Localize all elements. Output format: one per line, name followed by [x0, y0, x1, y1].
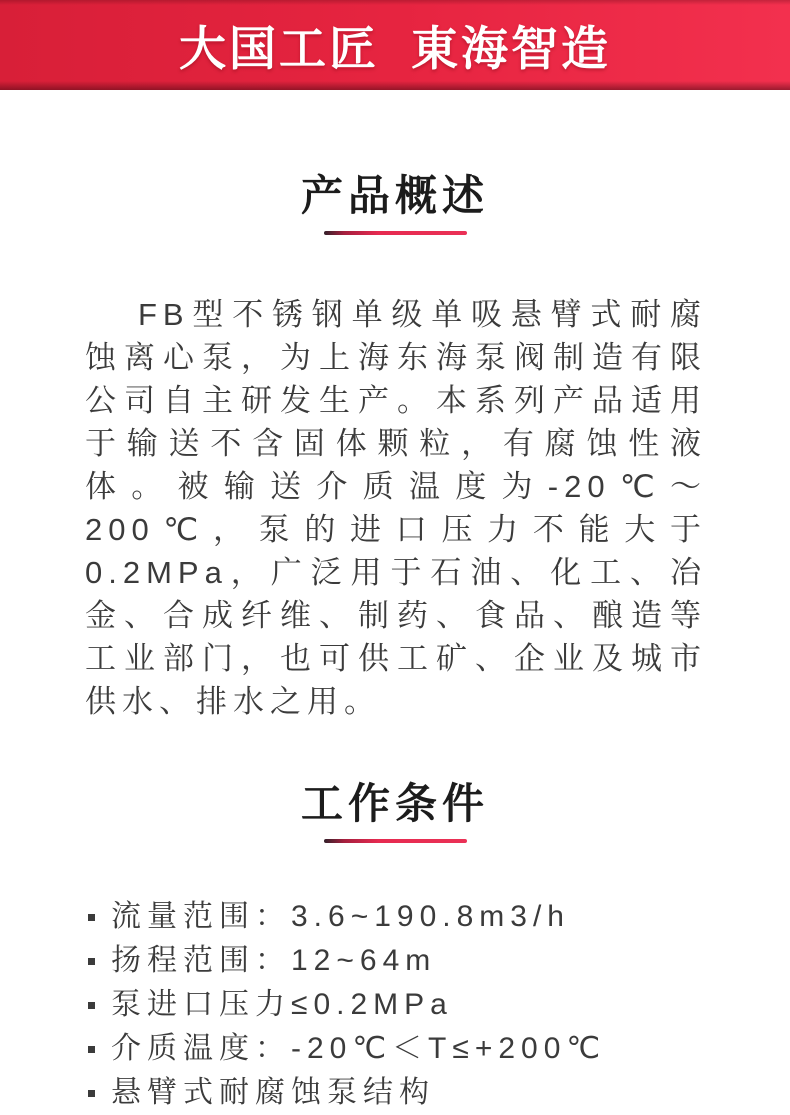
conditions-section — [0, 780, 790, 1115]
overview-section — [0, 172, 790, 723]
bullet-icon — [88, 1002, 95, 1009]
condition-flow-range: 流量范围：3.6~190.8m3/h — [111, 900, 570, 933]
conditions-heading-underline — [324, 839, 467, 843]
overview-paragraph: FB型不锈钢单级单吸悬臂式耐腐蚀离心泵，为上海东海泵阀制造有限公司自主研发生产。本系列产品适用于输送不含固体颗粒，有腐蚀性液体。被输送介质温度为-20℃～200℃，泵的进口压力不能大于0.2MPa，广泛用于石油、化工、冶金、合成纤维、制药、食品、酿造等工业部门，也可供工矿、企业及城市供水、排水之用。 — [85, 297, 707, 719]
bullet-icon — [88, 1090, 95, 1097]
condition-medium-temperature: 介质温度：-20℃＜T≤+200℃ — [111, 1032, 607, 1065]
top-banner — [0, 0, 790, 90]
conditions-heading: 工作条件 — [300, 780, 489, 827]
list-item — [88, 983, 750, 1027]
overview-heading-underline — [324, 231, 467, 235]
bullet-icon — [88, 1046, 95, 1053]
list-item — [88, 939, 750, 983]
list-item — [88, 1071, 750, 1115]
condition-inlet-pressure: 泵进口压力≤0.2MPa — [111, 988, 453, 1021]
conditions-list — [0, 895, 790, 1115]
list-item — [88, 1027, 750, 1071]
condition-structure: 悬臂式耐腐蚀泵结构 — [111, 1076, 435, 1109]
bullet-icon — [88, 958, 95, 965]
overview-heading: 产品概述 — [300, 172, 489, 219]
condition-head-range: 扬程范围：12~64m — [111, 944, 437, 977]
banner-title: 大国工匠 東海智造 — [178, 21, 612, 75]
bullet-icon — [88, 914, 95, 921]
list-item — [88, 895, 750, 939]
